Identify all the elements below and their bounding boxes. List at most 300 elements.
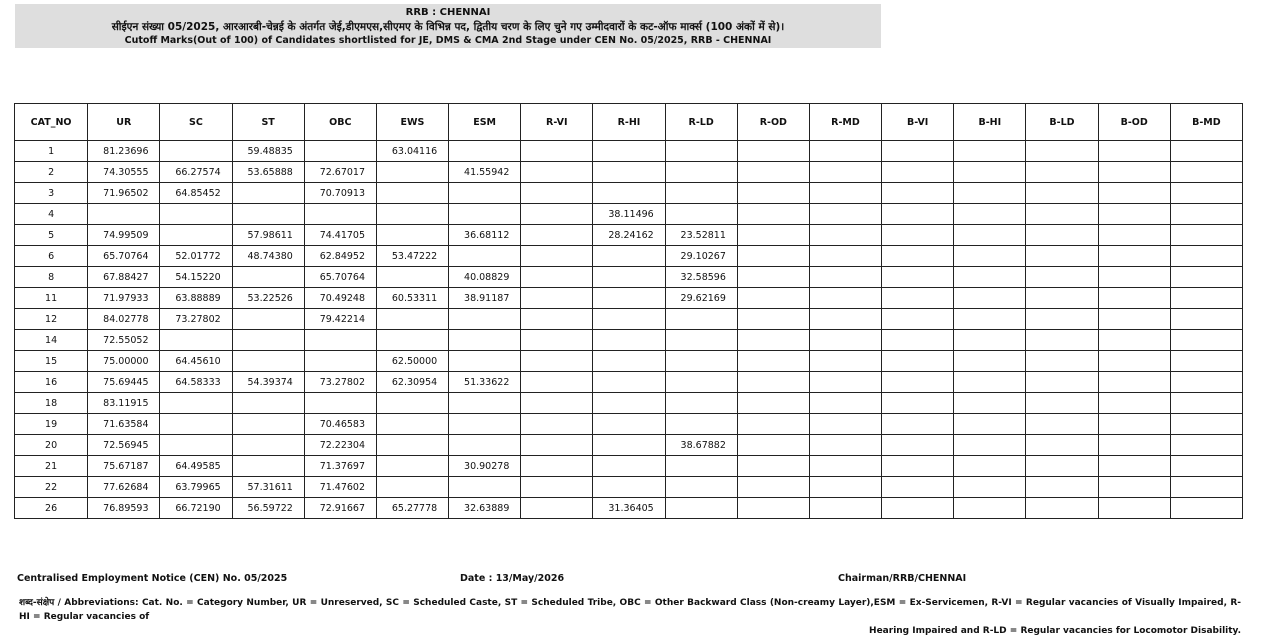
category-number-cell: 16 xyxy=(15,372,88,393)
cutoff-mark-cell xyxy=(593,414,665,435)
cutoff-mark-cell: 53.22526 xyxy=(232,288,304,309)
cutoff-mark-cell xyxy=(593,162,665,183)
cutoff-mark-cell xyxy=(1026,477,1098,498)
cutoff-mark-cell xyxy=(160,435,232,456)
cutoff-mark-cell: 74.99509 xyxy=(88,225,160,246)
cutoff-mark-cell xyxy=(1026,141,1098,162)
cutoff-mark-cell xyxy=(1026,435,1098,456)
cutoff-mark-cell xyxy=(1170,204,1242,225)
table-header-row xyxy=(15,104,1243,141)
cutoff-mark-cell: 28.24162 xyxy=(593,225,665,246)
cutoff-mark-cell xyxy=(737,393,809,414)
cutoff-mark-cell: 52.01772 xyxy=(160,246,232,267)
cutoff-mark-cell xyxy=(1170,372,1242,393)
cutoff-mark-cell xyxy=(449,141,521,162)
cutoff-mark-cell xyxy=(160,330,232,351)
column-header-b-vi: B-VI xyxy=(882,104,954,141)
category-number-cell: 12 xyxy=(15,309,88,330)
cutoff-mark-cell xyxy=(521,267,593,288)
cutoff-mark-cell xyxy=(882,225,954,246)
cutoff-mark-cell xyxy=(882,477,954,498)
cutoff-mark-cell xyxy=(882,183,954,204)
column-header-st: ST xyxy=(232,104,304,141)
cutoff-mark-cell xyxy=(449,183,521,204)
category-number-cell: 18 xyxy=(15,393,88,414)
cutoff-mark-cell: 65.27778 xyxy=(376,498,448,519)
cutoff-mark-cell xyxy=(809,288,881,309)
cutoff-mark-cell xyxy=(809,414,881,435)
cutoff-mark-cell xyxy=(593,246,665,267)
cutoff-mark-cell xyxy=(1098,267,1170,288)
cutoff-mark-cell xyxy=(665,477,737,498)
cutoff-mark-cell: 62.50000 xyxy=(376,351,448,372)
cutoff-mark-cell xyxy=(521,498,593,519)
cutoff-mark-cell xyxy=(1098,498,1170,519)
cutoff-mark-cell xyxy=(232,204,304,225)
cutoff-mark-cell xyxy=(376,204,448,225)
cutoff-mark-cell xyxy=(737,477,809,498)
cutoff-mark-cell xyxy=(593,267,665,288)
table-row xyxy=(15,477,1243,498)
cutoff-mark-cell xyxy=(521,351,593,372)
cutoff-mark-cell xyxy=(882,267,954,288)
cutoff-mark-cell xyxy=(1170,498,1242,519)
cutoff-mark-cell: 60.53311 xyxy=(376,288,448,309)
cutoff-mark-cell xyxy=(954,498,1026,519)
cutoff-mark-cell xyxy=(1170,288,1242,309)
cutoff-mark-cell xyxy=(954,204,1026,225)
cutoff-mark-cell xyxy=(809,372,881,393)
cutoff-mark-cell xyxy=(665,498,737,519)
cutoff-mark-cell xyxy=(882,372,954,393)
column-header-sc: SC xyxy=(160,104,232,141)
cutoff-mark-cell xyxy=(593,477,665,498)
cutoff-mark-cell xyxy=(954,162,1026,183)
cutoff-mark-cell: 64.49585 xyxy=(160,456,232,477)
cutoff-mark-cell xyxy=(1098,246,1170,267)
cutoff-mark-cell xyxy=(665,141,737,162)
cutoff-mark-cell xyxy=(1026,246,1098,267)
abbreviations-note xyxy=(19,596,1241,638)
cutoff-mark-cell xyxy=(449,330,521,351)
cutoff-mark-cell xyxy=(665,330,737,351)
cutoff-mark-cell xyxy=(1098,393,1170,414)
cutoff-mark-cell xyxy=(882,288,954,309)
cutoff-mark-cell: 70.70913 xyxy=(304,183,376,204)
cutoff-mark-cell: 74.41705 xyxy=(304,225,376,246)
cutoff-mark-cell: 71.97933 xyxy=(88,288,160,309)
column-header-r-ld: R-LD xyxy=(665,104,737,141)
cutoff-mark-cell xyxy=(809,393,881,414)
cutoff-mark-cell xyxy=(304,351,376,372)
cutoff-mark-cell xyxy=(593,330,665,351)
cutoff-mark-cell xyxy=(593,288,665,309)
cutoff-mark-cell xyxy=(1026,456,1098,477)
cutoff-marks-table xyxy=(14,103,1243,519)
cutoff-mark-cell xyxy=(304,330,376,351)
cutoff-mark-cell xyxy=(954,414,1026,435)
cutoff-mark-cell xyxy=(449,204,521,225)
column-header-ews: EWS xyxy=(376,104,448,141)
cutoff-mark-cell xyxy=(160,225,232,246)
cutoff-mark-cell xyxy=(1098,456,1170,477)
cutoff-mark-cell: 59.48835 xyxy=(232,141,304,162)
cutoff-mark-cell: 38.67882 xyxy=(665,435,737,456)
cutoff-mark-cell xyxy=(809,435,881,456)
column-header-r-od: R-OD xyxy=(737,104,809,141)
cutoff-mark-cell xyxy=(304,141,376,162)
column-header-b-hi: B-HI xyxy=(954,104,1026,141)
cutoff-mark-cell xyxy=(737,225,809,246)
cutoff-mark-cell xyxy=(1026,309,1098,330)
cutoff-mark-cell: 36.68112 xyxy=(449,225,521,246)
category-number-cell: 19 xyxy=(15,414,88,435)
category-number-cell: 1 xyxy=(15,141,88,162)
cutoff-mark-cell xyxy=(809,204,881,225)
category-number-cell: 6 xyxy=(15,246,88,267)
cutoff-mark-cell: 79.42214 xyxy=(304,309,376,330)
cutoff-mark-cell xyxy=(882,393,954,414)
cutoff-mark-cell xyxy=(232,351,304,372)
abbreviations-line-1: शब्द-संक्षेप / Abbreviations: Cat. No. = Category Number, UR = Unreserved, SC = Scheduled Caste, ST = Scheduled Tribe, OBC = Other Backward Class (Non-creamy Layer),ESM = Ex-Servicemen, R-VI = Regular vacancies of Visually Impaired, R-HI = Regular vacancies of xyxy=(19,598,1241,622)
column-header-b-od: B-OD xyxy=(1098,104,1170,141)
cutoff-mark-cell xyxy=(1098,204,1170,225)
cutoff-mark-cell: 57.31611 xyxy=(232,477,304,498)
column-header-cat-no: CAT_NO xyxy=(15,104,88,141)
category-number-cell: 3 xyxy=(15,183,88,204)
cutoff-mark-cell xyxy=(1170,309,1242,330)
cutoff-mark-cell: 81.23696 xyxy=(88,141,160,162)
cutoff-mark-cell: 54.15220 xyxy=(160,267,232,288)
table-row xyxy=(15,183,1243,204)
cutoff-mark-cell xyxy=(1170,246,1242,267)
cutoff-mark-cell: 41.55942 xyxy=(449,162,521,183)
table-body xyxy=(15,141,1243,519)
cutoff-mark-cell xyxy=(737,498,809,519)
cutoff-mark-cell xyxy=(1170,162,1242,183)
table-row xyxy=(15,267,1243,288)
cutoff-mark-cell xyxy=(1170,393,1242,414)
category-number-cell: 21 xyxy=(15,456,88,477)
cutoff-mark-cell xyxy=(882,456,954,477)
cutoff-mark-cell xyxy=(449,414,521,435)
cutoff-mark-cell xyxy=(665,456,737,477)
cutoff-mark-cell xyxy=(665,162,737,183)
cutoff-mark-cell xyxy=(737,372,809,393)
cutoff-mark-cell xyxy=(160,414,232,435)
cutoff-mark-cell xyxy=(737,288,809,309)
cutoff-mark-cell xyxy=(737,183,809,204)
category-number-cell: 4 xyxy=(15,204,88,225)
cutoff-mark-cell: 63.88889 xyxy=(160,288,232,309)
cutoff-mark-cell xyxy=(1026,204,1098,225)
table-row xyxy=(15,393,1243,414)
table-row xyxy=(15,414,1243,435)
cutoff-mark-cell xyxy=(1098,414,1170,435)
cutoff-mark-cell: 71.63584 xyxy=(88,414,160,435)
cutoff-mark-cell xyxy=(737,456,809,477)
column-header-ur: UR xyxy=(88,104,160,141)
cutoff-mark-cell xyxy=(376,267,448,288)
table-row xyxy=(15,225,1243,246)
cutoff-mark-cell xyxy=(954,372,1026,393)
cutoff-mark-cell: 66.27574 xyxy=(160,162,232,183)
cutoff-mark-cell xyxy=(954,477,1026,498)
cutoff-mark-cell xyxy=(882,435,954,456)
cutoff-mark-cell xyxy=(521,225,593,246)
cutoff-mark-cell xyxy=(521,393,593,414)
cutoff-mark-cell xyxy=(1026,414,1098,435)
cutoff-mark-cell: 64.85452 xyxy=(160,183,232,204)
cutoff-mark-cell xyxy=(954,246,1026,267)
table-row xyxy=(15,204,1243,225)
cutoff-mark-cell xyxy=(1098,351,1170,372)
cutoff-mark-cell xyxy=(449,435,521,456)
cutoff-mark-cell xyxy=(376,435,448,456)
cutoff-mark-cell: 54.39374 xyxy=(232,372,304,393)
cutoff-mark-cell xyxy=(882,309,954,330)
cutoff-mark-cell: 75.00000 xyxy=(88,351,160,372)
cutoff-mark-cell xyxy=(954,309,1026,330)
cutoff-mark-cell: 63.04116 xyxy=(376,141,448,162)
cutoff-mark-cell xyxy=(376,330,448,351)
cutoff-mark-cell xyxy=(1098,162,1170,183)
cutoff-mark-cell xyxy=(665,183,737,204)
cutoff-mark-cell xyxy=(809,351,881,372)
cutoff-mark-cell xyxy=(1098,435,1170,456)
cutoff-mark-cell xyxy=(521,456,593,477)
cutoff-mark-cell xyxy=(232,435,304,456)
cutoff-mark-cell: 84.02778 xyxy=(88,309,160,330)
cutoff-mark-cell: 66.72190 xyxy=(160,498,232,519)
cutoff-mark-cell xyxy=(737,330,809,351)
cutoff-mark-cell xyxy=(1170,435,1242,456)
cutoff-mark-cell xyxy=(521,183,593,204)
cutoff-mark-cell: 31.36405 xyxy=(593,498,665,519)
cutoff-mark-cell: 83.11915 xyxy=(88,393,160,414)
cutoff-mark-cell xyxy=(1026,351,1098,372)
table-row xyxy=(15,498,1243,519)
cutoff-mark-cell xyxy=(665,372,737,393)
cutoff-mark-cell xyxy=(1026,288,1098,309)
cutoff-mark-cell xyxy=(1098,309,1170,330)
cutoff-mark-cell xyxy=(449,246,521,267)
category-number-cell: 26 xyxy=(15,498,88,519)
cutoff-mark-cell xyxy=(232,183,304,204)
cutoff-mark-cell xyxy=(809,246,881,267)
cutoff-mark-cell xyxy=(1098,477,1170,498)
cutoff-mark-cell: 65.70764 xyxy=(88,246,160,267)
cutoff-mark-cell: 62.84952 xyxy=(304,246,376,267)
cutoff-mark-cell xyxy=(954,183,1026,204)
cutoff-mark-cell xyxy=(449,309,521,330)
cutoff-mark-cell: 70.46583 xyxy=(304,414,376,435)
cutoff-mark-cell xyxy=(232,309,304,330)
cutoff-mark-cell xyxy=(449,351,521,372)
category-number-cell: 8 xyxy=(15,267,88,288)
cutoff-mark-cell xyxy=(521,309,593,330)
cutoff-mark-cell: 71.47602 xyxy=(304,477,376,498)
cutoff-mark-cell xyxy=(954,351,1026,372)
cutoff-mark-cell xyxy=(737,351,809,372)
cutoff-mark-cell xyxy=(665,414,737,435)
cutoff-mark-cell: 63.79965 xyxy=(160,477,232,498)
cutoff-mark-cell xyxy=(809,225,881,246)
cutoff-mark-cell xyxy=(160,204,232,225)
header-rrb-title: RRB : CHENNAI xyxy=(405,7,491,18)
cutoff-mark-cell xyxy=(1170,267,1242,288)
cutoff-mark-cell xyxy=(665,351,737,372)
column-header-esm: ESM xyxy=(449,104,521,141)
cutoff-mark-cell xyxy=(1098,330,1170,351)
cutoff-mark-cell xyxy=(737,309,809,330)
cutoff-mark-cell xyxy=(809,477,881,498)
cutoff-mark-cell xyxy=(593,456,665,477)
cutoff-mark-cell xyxy=(593,309,665,330)
cutoff-mark-cell: 38.91187 xyxy=(449,288,521,309)
table-row xyxy=(15,330,1243,351)
cutoff-mark-cell: 30.90278 xyxy=(449,456,521,477)
cutoff-mark-cell: 56.59722 xyxy=(232,498,304,519)
notice-date: Date : 13/May/2026 xyxy=(460,573,565,584)
cutoff-mark-cell xyxy=(376,456,448,477)
cutoff-mark-cell xyxy=(521,141,593,162)
cutoff-mark-cell xyxy=(160,141,232,162)
cutoff-mark-cell xyxy=(809,456,881,477)
cutoff-mark-cell: 65.70764 xyxy=(304,267,376,288)
cutoff-mark-cell xyxy=(809,162,881,183)
table-row xyxy=(15,351,1243,372)
cutoff-mark-cell: 74.30555 xyxy=(88,162,160,183)
cutoff-mark-cell xyxy=(809,141,881,162)
column-header-b-md: B-MD xyxy=(1170,104,1242,141)
cutoff-mark-cell: 71.37697 xyxy=(304,456,376,477)
cutoff-mark-cell xyxy=(232,330,304,351)
cutoff-mark-cell: 71.96502 xyxy=(88,183,160,204)
cutoff-mark-cell xyxy=(521,477,593,498)
cutoff-mark-cell: 53.65888 xyxy=(232,162,304,183)
cutoff-mark-cell: 62.30954 xyxy=(376,372,448,393)
cutoff-mark-cell xyxy=(521,372,593,393)
cutoff-mark-cell xyxy=(954,330,1026,351)
cutoff-mark-cell xyxy=(809,309,881,330)
category-number-cell: 20 xyxy=(15,435,88,456)
table-row xyxy=(15,288,1243,309)
cutoff-mark-cell xyxy=(737,267,809,288)
cutoff-mark-cell xyxy=(232,414,304,435)
cutoff-mark-cell xyxy=(882,246,954,267)
cutoff-mark-cell xyxy=(593,435,665,456)
cutoff-mark-cell xyxy=(521,288,593,309)
cutoff-mark-cell xyxy=(954,141,1026,162)
cutoff-mark-cell xyxy=(593,183,665,204)
cutoff-mark-cell xyxy=(376,477,448,498)
cutoff-mark-cell xyxy=(665,309,737,330)
table-row xyxy=(15,162,1243,183)
cutoff-mark-cell xyxy=(449,477,521,498)
cutoff-mark-cell xyxy=(521,246,593,267)
category-number-cell: 5 xyxy=(15,225,88,246)
cutoff-mark-cell xyxy=(521,435,593,456)
cutoff-mark-cell: 73.27802 xyxy=(160,309,232,330)
cutoff-mark-cell xyxy=(232,267,304,288)
table-row xyxy=(15,372,1243,393)
cutoff-mark-cell xyxy=(1026,162,1098,183)
cutoff-mark-cell: 72.55052 xyxy=(88,330,160,351)
cutoff-mark-cell xyxy=(809,267,881,288)
cutoff-mark-cell: 48.74380 xyxy=(232,246,304,267)
cutoff-mark-cell: 64.58333 xyxy=(160,372,232,393)
cutoff-mark-cell xyxy=(882,498,954,519)
cutoff-mark-cell xyxy=(1170,414,1242,435)
cutoff-mark-cell xyxy=(882,351,954,372)
cutoff-mark-cell xyxy=(232,393,304,414)
header-english-title: Cutoff Marks(Out of 100) of Candidates shortlisted for JE, DMS & CMA 2nd Stage under CEN No. 05/2025, RRB - CHENNAI xyxy=(124,35,772,46)
table-row xyxy=(15,141,1243,162)
cutoff-mark-cell: 77.62684 xyxy=(88,477,160,498)
cutoff-mark-cell xyxy=(1170,351,1242,372)
table-row xyxy=(15,435,1243,456)
cutoff-mark-cell xyxy=(882,141,954,162)
cutoff-mark-cell xyxy=(882,162,954,183)
column-header-obc: OBC xyxy=(304,104,376,141)
cutoff-mark-cell: 29.10267 xyxy=(665,246,737,267)
cutoff-mark-cell: 76.89593 xyxy=(88,498,160,519)
cutoff-mark-cell: 73.27802 xyxy=(304,372,376,393)
cutoff-mark-cell: 57.98611 xyxy=(232,225,304,246)
cutoff-mark-cell xyxy=(809,183,881,204)
cutoff-mark-cell xyxy=(809,330,881,351)
cutoff-mark-cell xyxy=(1026,267,1098,288)
cutoff-mark-cell xyxy=(954,435,1026,456)
cutoff-mark-cell xyxy=(376,183,448,204)
cutoff-mark-cell xyxy=(737,141,809,162)
cutoff-mark-cell: 70.49248 xyxy=(304,288,376,309)
cutoff-mark-cell: 23.52811 xyxy=(665,225,737,246)
cutoff-mark-cell xyxy=(809,498,881,519)
table-row xyxy=(15,456,1243,477)
cutoff-mark-cell: 51.33622 xyxy=(449,372,521,393)
cutoff-mark-cell xyxy=(737,162,809,183)
cutoff-mark-cell xyxy=(304,393,376,414)
cutoff-mark-cell xyxy=(376,225,448,246)
cutoff-mark-cell xyxy=(1026,498,1098,519)
cutoff-mark-cell xyxy=(376,414,448,435)
cutoff-mark-cell xyxy=(160,393,232,414)
cutoff-mark-cell xyxy=(954,267,1026,288)
cutoff-mark-cell xyxy=(1170,225,1242,246)
cutoff-mark-cell: 32.58596 xyxy=(665,267,737,288)
cutoff-mark-cell xyxy=(1026,372,1098,393)
cutoff-mark-cell xyxy=(1098,225,1170,246)
cutoff-mark-cell xyxy=(1170,477,1242,498)
cutoff-mark-cell xyxy=(449,393,521,414)
cutoff-mark-cell: 29.62169 xyxy=(665,288,737,309)
column-header-r-vi: R-VI xyxy=(521,104,593,141)
cutoff-mark-cell xyxy=(737,246,809,267)
abbreviations-line-2: Hearing Impaired and R-LD = Regular vacancies for Locomotor Disability. xyxy=(869,626,1241,636)
category-number-cell: 15 xyxy=(15,351,88,372)
cutoff-mark-cell xyxy=(593,351,665,372)
cutoff-mark-cell xyxy=(1026,330,1098,351)
cutoff-mark-cell: 53.47222 xyxy=(376,246,448,267)
cutoff-mark-cell xyxy=(304,204,376,225)
cutoff-mark-cell xyxy=(521,330,593,351)
cutoff-mark-cell xyxy=(376,162,448,183)
cutoff-mark-cell xyxy=(593,372,665,393)
cen-number: Centralised Employment Notice (CEN) No. 05/2025 xyxy=(17,573,288,584)
cutoff-mark-cell xyxy=(232,456,304,477)
